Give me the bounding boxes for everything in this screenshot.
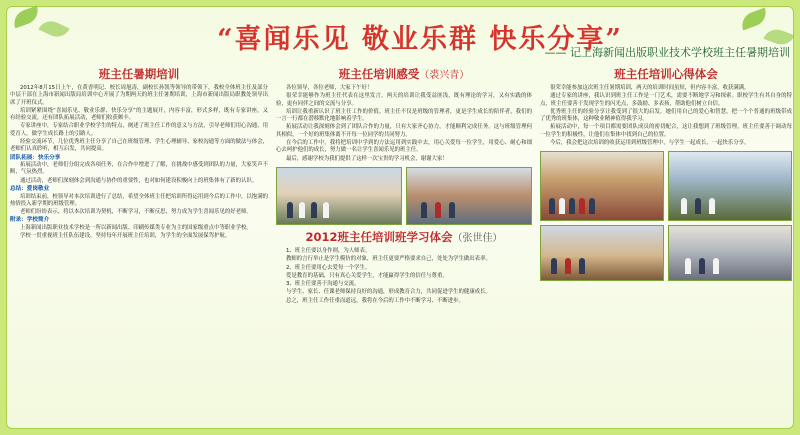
column-training [10,62,268,427]
paragraph: 优秀班主任的经验分享让我受到了很大的启发。她们用自己的爱心和智慧，把一个个普通的班级带成了优秀的班集体，这种敬业精神值得我学习。 [540,108,792,123]
paragraph: 总之，班主任工作任重而道远，我将在今后的工作中不断学习、不断进步。 [286,297,464,304]
paragraph: 拓展活动中，每一个项目都需要团队成员的密切配合，这让我想到了班级管理，班主任要善于调动每一位学生的积极性，让他们在集体中找到自己的位置。 [540,124,792,138]
paragraph: 培训结束前，校领导对本次培训进行了总结，希望全体班主任把培训所得运用到今后的工作中，以饱满的热情投入新学期的班级管理。 [10,193,268,207]
photo-row [276,167,532,225]
paragraph: 上海新闻出版职业技术学校是一所以新闻出版、印刷传媒类专业为主的国家级重点中等职业学校。 [20,224,252,231]
person-figure [579,258,585,274]
paragraph: 与学生、家长、任课老师保持良好的沟通，形成教育合力，共同促进学生的健康成长。 [286,289,491,296]
person-figure [287,202,293,218]
paragraph: 拓展活动让我深刻体会到了团队合作的力量，只有大家齐心协力，才能顺利完成任务。这与班级管理何其相似，一个好的班集体离不开每一位同学的共同努力。 [276,124,532,138]
paragraph: 培训紧紧围绕“喜闻乐见、敬业乐群、快乐分享”的主题展开，内容丰富，形式多样，既有专家讲座，又有经验交流，还有团队拓展活动，老师们收获颇丰。 [10,107,268,122]
training-photo [276,167,402,225]
paragraph: 最后，感谢学校为我们提供了这样一次宝贵的学习机会，谢谢大家！ [286,155,448,162]
person-figure [579,198,585,214]
section-title-text: 班主任培训感受 [338,67,420,81]
person-figure [685,258,691,274]
person-figure [435,202,441,218]
paragraph: 在今后的工作中，我将把培训中学到的方法运用到实践中去，用心关爱每一位学生，用爱心、耐心和细心去呵护他们的成长，努力做一名让学生喜闻乐见的班主任。 [276,140,532,154]
section-title-experience: 班主任培训心得体会 [614,67,718,81]
paragraph: 专家讲座中，专家结合职业学校学生的特点，阐述了班主任工作的意义与方法，引导老师们用心沟通、用爱育人，做学生成长路上的引路人。 [10,123,268,137]
section-author: （裘兴青） [419,70,470,81]
paragraph: 通过活动，老师们深刻体会到沟通与协作的重要性，也对如何建设积极向上的班集体有了新的认识。 [20,177,258,184]
person-figure [299,202,305,218]
paragraph: 2012年8月15日上午，在黄香明记、校长周旭涛，副校长孙凯等领导的带领下，我校全体班主任及部分中层干部在上海市新闻出版局培训中心开展了为期两天的班主任暑期培训，上海市新闻出版局职教处领导出席了开班仪式。 [10,85,268,106]
paragraph: 拓展活动中，老师们分组完成各项任务，在合作中增进了了解，在挑战中感受到团队的力量，大家笑声不断，气氛热烈。 [10,162,268,176]
paragraph: 2、班主任要用心去爱每一个学生。 [286,264,371,271]
person-figure [589,198,595,214]
person-figure [559,198,565,214]
section-author: （张世佳） [452,232,503,244]
training-photo [668,225,792,281]
person-figure [449,202,455,218]
paragraph: 很荣幸能够作为班主任代表在这里发言。两天的培训让我受益匪浅，既有理论的学习，又有实践的体验，更有同伴之间的交流与分享。 [276,93,532,107]
person-figure [551,258,557,274]
paragraph: 经验交流环节，几位优秀班主任分享了自己在班级管理、学生心理辅导、家校沟通等方面的做法与体会，老师们认真聆听，相互启发，共同提高。 [10,139,268,153]
training-photo [668,151,792,221]
person-figure [565,258,571,274]
paragraph: 培训让我重新认识了班主任工作的价值。班主任不仅是班级的管理者，更是学生成长的陪伴者，我们的一言一行都在潜移默化地影响着学生。 [276,108,532,123]
person-figure [709,198,715,214]
photo-row [540,225,792,281]
sub-heading: 总结：爱岗敬业 [10,186,50,193]
paragraph: 1、班主任要以身作则，为人师表。 [286,247,371,254]
section-title-study [276,229,532,245]
paragraph: 很荣幸能参加这次班主任暑期培训，两天的培训时间虽短，但内容丰富，收获满满。 [550,85,750,91]
paragraph: 3、班主任要善于沟通与交流。 [286,281,360,288]
person-figure [323,202,329,218]
poster-title: “喜闻乐见 敬业乐群 快乐分享” [217,24,623,55]
sub-heading: 附录：学校简介 [10,217,50,224]
paragraph: 爱是教育的基础，只有真心关爱学生，才能赢得学生的信任与尊重。 [286,272,448,279]
person-figure [549,198,555,214]
person-figure [681,198,687,214]
paragraph: 教师的言行举止是学生模仿的对象，班主任更要严格要求自己，处处为学生做出表率。 [286,256,491,263]
column-experience [540,62,792,427]
training-photo [540,151,664,221]
paragraph: 学校一贯重视班主任队伍建设，坚持每年开展班主任培训，为学生的全面发展保驾护航。 [20,233,231,240]
sub-heading: 团队拓展：快乐分享 [10,154,61,161]
section-title-text: 2012班主任培训班学习体会 [305,229,453,244]
section-title-feelings [276,66,532,82]
person-figure [569,198,575,214]
column-feelings [276,62,532,427]
person-figure [421,202,427,218]
poster-subtitle: —— 记上海新闻出版职业技术学校班主任暑期培训 [544,46,790,59]
person-figure [695,198,701,214]
section-title-training: 班主任暑期培训 [98,67,180,81]
paragraph: 各位领导，各位老师，大家下午好！ [286,85,373,91]
training-photo [406,167,532,225]
paragraph: 通过专家的讲座，我认识到班主任工作是一门艺术，需要不断地学习和探索。职校学生有其自身的特点，班主任要善于发现学生的闪光点，多鼓励、多表扬，帮助他们树立自信。 [540,93,792,107]
person-figure [713,258,719,274]
person-figure [311,202,317,218]
person-figure [699,258,705,274]
paragraph: 今后，我会把这次培训的收获运用到班级管理中，与学生一起成长，一起快乐分享。 [550,140,750,147]
paragraph: 老师们纷纷表示，将以本次培训为契机，不断学习，不断反思，努力成为学生喜闻乐见的好老师。 [20,209,252,216]
training-photo [540,225,664,281]
photo-row [540,151,792,221]
